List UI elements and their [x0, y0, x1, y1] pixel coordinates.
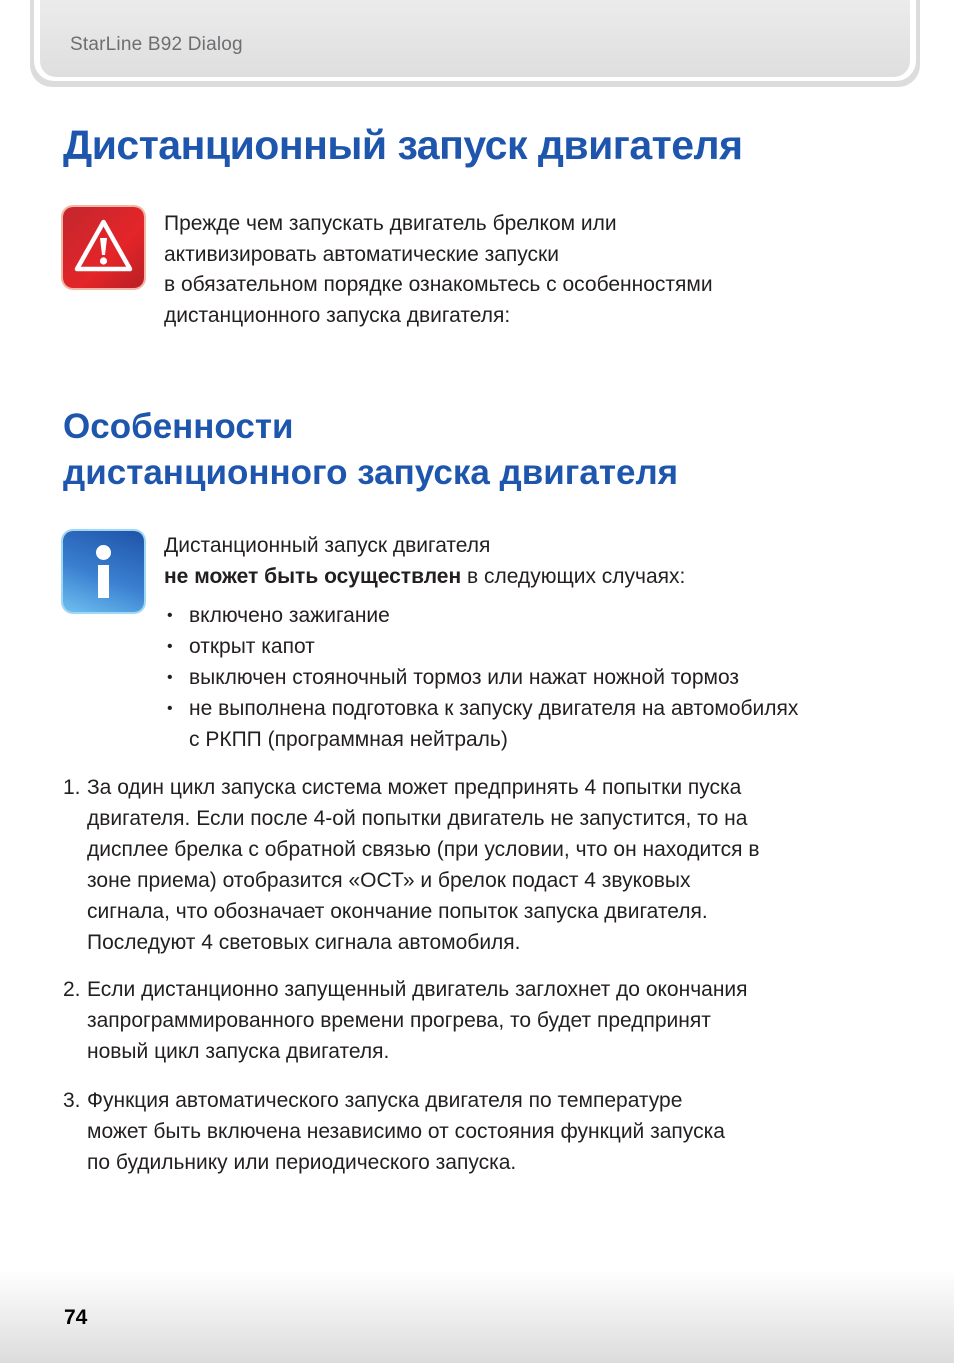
info-line: Дистанционный запуск двигателя: [164, 534, 491, 557]
item-line: За один цикл запуска система может предпринять 4 попытки пуска: [87, 776, 742, 799]
item-number: 2.: [63, 978, 81, 1001]
info-icon: [63, 531, 144, 612]
conditions-list: [164, 600, 864, 755]
list-item: • открыт капот: [164, 631, 864, 662]
section-heading-line: Особенности: [63, 407, 294, 446]
info-text: [164, 530, 864, 592]
item-text: [63, 772, 873, 958]
item-line: запрограммированного времени прогрева, то будет предпринят: [87, 1009, 711, 1032]
document-header-title: StarLine B92 Dialog: [70, 34, 243, 55]
item-line: зоне приема) отобразится «ОСТ» и брелок подаст 4 звуковых: [87, 869, 691, 892]
info-line-2: [164, 561, 864, 592]
warning-line: Прежде чем запускать двигатель брелком или: [164, 212, 617, 235]
warning-line: в обязательном порядке ознакомьтесь с особенностями: [164, 273, 713, 296]
item-text: [63, 974, 873, 1067]
numbered-item-3: [63, 1085, 873, 1178]
info-icon-bar: [98, 565, 109, 598]
warning-line: дистанционного запуска двигателя:: [164, 303, 511, 327]
list-item: • не выполнена подготовка к запуску двигателя на автомобилях с РКПП (программная нейтраль): [164, 693, 804, 755]
page-heading: Дистанционный запуск двигателя: [63, 122, 743, 168]
list-item: • включено зажигание: [164, 600, 864, 631]
page-number: 74: [64, 1306, 88, 1329]
info-icon-dot: [96, 545, 111, 560]
item-line: может быть включена независимо от состояния функций запуска: [87, 1120, 725, 1143]
item-line: двигателя. Если после 4-ой попытки двигатель не запустится, то на: [87, 807, 748, 830]
info-bold-text: не может быть осуществлен: [164, 565, 462, 588]
item-line: новый цикл запуска двигателя.: [87, 1040, 390, 1063]
warning-line: активизировать автоматические запуски: [164, 242, 559, 266]
item-line: Последуют 4 световых сигнала автомобиля.: [87, 931, 521, 954]
item-line: дисплее брелка с обратной связью (при условии, что он находится в: [87, 838, 760, 861]
section-heading: [63, 404, 678, 496]
item-text: [63, 1085, 873, 1178]
info-rest-text: в следующих случаях:: [461, 565, 686, 588]
footer-band: [0, 1270, 954, 1363]
warning-triangle-icon: [63, 207, 144, 288]
numbered-item-1: [63, 772, 873, 958]
item-line: по будильнику или периодического запуска.: [87, 1151, 517, 1174]
warning-text: [164, 209, 844, 331]
numbered-item-2: [63, 974, 873, 1067]
item-line: Функция автоматического запуска двигателя по температуре: [87, 1089, 683, 1112]
item-line: сигнала, что обозначает окончание попыток запуска двигателя.: [87, 900, 708, 923]
section-heading-line: дистанционного запуска двигателя: [63, 453, 679, 492]
item-number: 3.: [63, 1089, 81, 1112]
item-line: Если дистанционно запущенный двигатель заглохнет до окончания: [87, 978, 748, 1001]
item-number: 1.: [63, 776, 81, 799]
list-item: • выключен стояночный тормоз или нажат ножной тормоз: [164, 662, 864, 693]
